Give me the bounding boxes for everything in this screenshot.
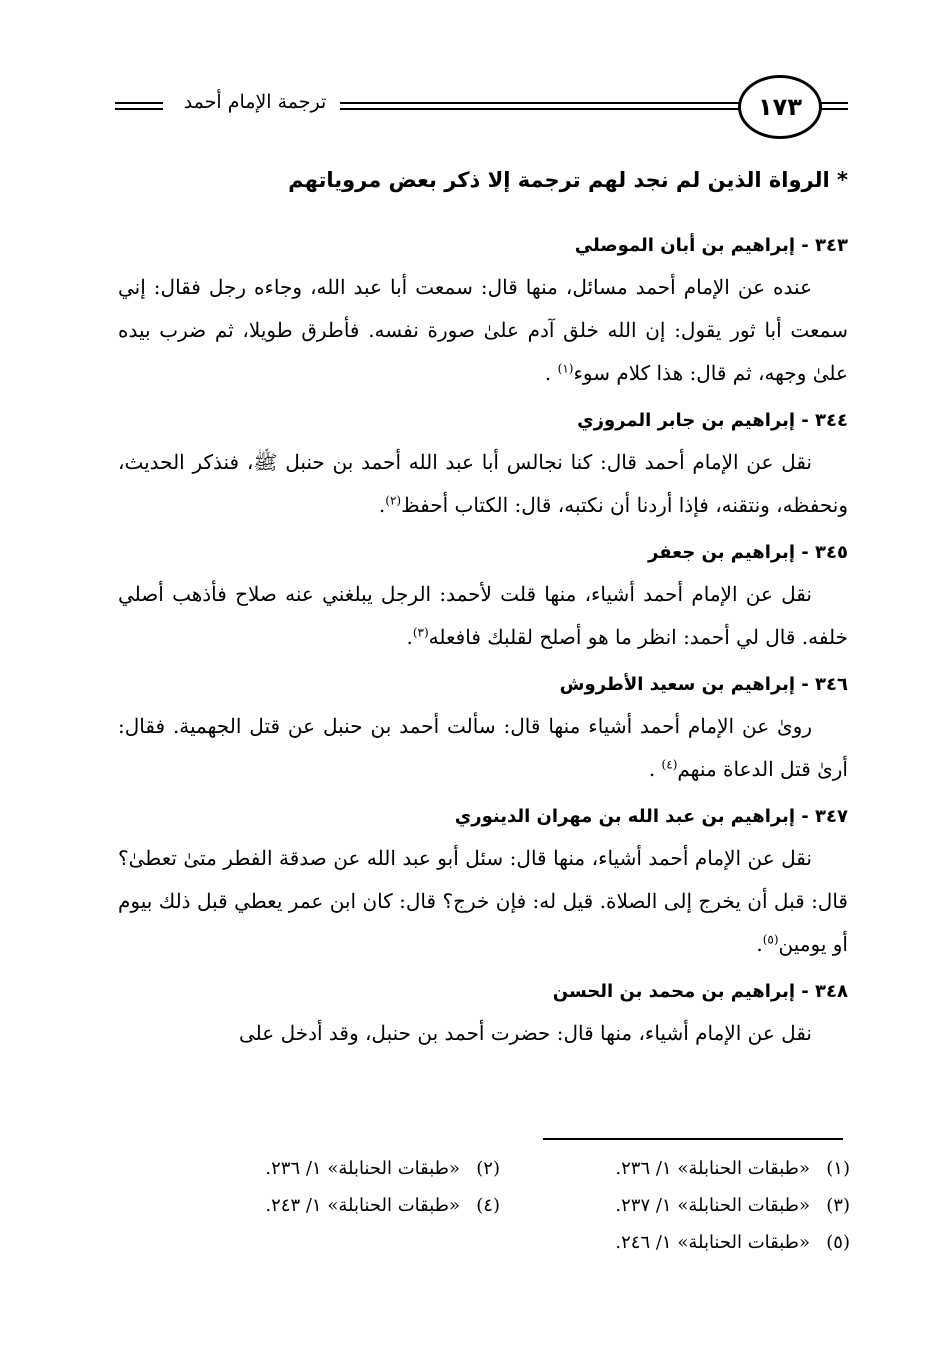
footnote-marker: (١) — [557, 361, 574, 376]
entry-heading: ٣٤٨ - إبراهيم بن محمد بن الحسن — [552, 981, 848, 1002]
entry-body: عنده عن الإمام أحمد مسائل، منها قال: سمعت أبا عبد الله، وجاءه رجل فقال: إني سمعت أبا ثور يقول: إن الله خلق آدم علىٰ صورة نفسه. فأطرق طويلا، ثم ضرب بيده علىٰ وجهه، ثم قال: هذا كلام سوء$^{(١)}$ . — [118, 275, 848, 385]
footnote-marker: (٥) — [762, 932, 779, 947]
footnote-row — [150, 1150, 850, 1187]
footnotes — [150, 1150, 850, 1261]
footnote-item: (٣)«طبقات الحنابلة» ١/ ٢٣٧. — [615, 1195, 850, 1216]
footnote-row — [150, 1187, 850, 1224]
entry-body: نقل عن الإمام أحمد قال: كنا نجالس أبا عبد الله أحمد بن حنبل ﷺ، فنذكر الحديث، ونحفظه، ونتقنه، فإذا أردنا أن نكتبه، قال: الكتاب أحفظ$^{(٢)}$. — [118, 450, 848, 517]
section-title: * الرواة الذين لم نجد لهم ترجمة إلا ذكر بعض مروياتهم — [288, 168, 848, 192]
entry-body: روىٰ عن الإمام أحمد أشياء منها قال: سألت أحمد بن حنبل عن قتل الجهمية. فقال: أرىٰ قتل الدعاة منهم$^{(٤)}$ . — [118, 714, 848, 781]
footnote-item: (٥)«طبقات الحنابلة» ١/ ٢٤٦. — [615, 1232, 850, 1253]
header-rule-right — [820, 102, 848, 110]
entry-heading: ٣٤٧ - إبراهيم بن عبد الله بن مهران الدينوري — [454, 806, 848, 827]
entry-body: نقل عن الإمام أحمد أشياء، منها قال: سئل أبو عبد الله عن صدقة الفطر متىٰ تعطىٰ؟ قال: قبل أن يخرج إلى الصلاة. قيل له: فإن خرج؟ قال: كان ابن عمر يعطي قبل ذلك بيوم أو يومين$^{(٥)}$. — [118, 846, 848, 956]
page-number: ١٧٣ — [738, 75, 822, 139]
header-rule-middle — [340, 102, 740, 110]
page-header — [115, 75, 848, 137]
footnote-item: (٤)«طبقات الحنابلة» ١/ ٢٤٣. — [265, 1195, 500, 1216]
entry-body: نقل عن الإمام أشياء، منها قال: حضرت أحمد بن حنبل، وقد أدخل على — [238, 1021, 812, 1045]
main-text — [118, 156, 848, 1061]
footnote-item: (٢)«طبقات الحنابلة» ١/ ٢٣٦. — [265, 1158, 500, 1179]
entry-body: نقل عن الإمام أحمد أشياء، منها قلت لأحمد: الرجل يبلغني عنه صلاح فأذهب أصلي خلفه. قال لي أحمد: انظر ما هو أصلح لقلبك فافعله$^{(٣)}$. — [118, 582, 848, 649]
footnote-marker: (٤) — [661, 757, 678, 772]
entry-heading: ٣٤٣ - إبراهيم بن أبان الموصلي — [574, 235, 848, 256]
footnote-divider — [543, 1138, 843, 1140]
footnote-item: (١)«طبقات الحنابلة» ١/ ٢٣٦. — [615, 1158, 850, 1179]
entry-heading: ٣٤٦ - إبراهيم بن سعيد الأطروش — [559, 674, 848, 695]
running-title: ترجمة الإمام أحمد — [183, 91, 327, 113]
header-rule-left — [115, 102, 163, 110]
entry-heading: ٣٤٥ - إبراهيم بن جعفر — [648, 542, 848, 563]
entry-heading: ٣٤٤ - إبراهيم بن جابر المروزي — [577, 410, 848, 431]
footnote-row — [150, 1224, 850, 1261]
footnote-marker: (٢) — [385, 493, 402, 508]
footnote-marker: (٣) — [412, 625, 429, 640]
